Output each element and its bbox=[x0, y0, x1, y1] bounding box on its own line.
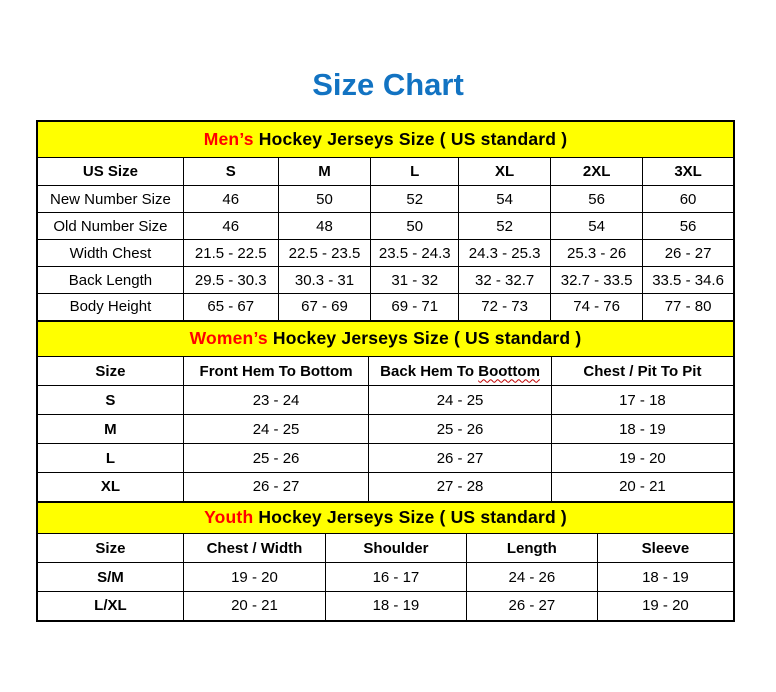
womens-banner-highlight: Women’s bbox=[189, 328, 268, 349]
misspelled-word: Boottom bbox=[478, 362, 540, 380]
youth-size-table bbox=[36, 501, 735, 622]
column-header: Shoulder bbox=[326, 534, 467, 563]
row-label: L/XL bbox=[37, 592, 183, 621]
size-value-cell: 18 - 19 bbox=[597, 563, 734, 592]
row-label: L bbox=[37, 444, 183, 473]
row-label: Width Chest bbox=[37, 240, 183, 267]
size-value-cell: 22.5 - 23.5 bbox=[278, 240, 371, 267]
size-value-cell: 50 bbox=[278, 186, 371, 213]
womens-header-row bbox=[37, 357, 734, 386]
column-header: 2XL bbox=[551, 158, 643, 186]
size-value-cell: 23.5 - 24.3 bbox=[371, 240, 459, 267]
row-label: Body Height bbox=[37, 294, 183, 321]
size-value-cell: 27 - 28 bbox=[369, 473, 552, 502]
row-label: S bbox=[37, 386, 183, 415]
column-header: Chest / Pit To Pit bbox=[551, 357, 734, 386]
mens-banner-row bbox=[37, 121, 734, 158]
size-value-cell: 19 - 20 bbox=[551, 444, 734, 473]
column-header: L bbox=[371, 158, 459, 186]
size-value-cell: 25 - 26 bbox=[183, 444, 368, 473]
size-value-cell: 18 - 19 bbox=[326, 592, 467, 621]
size-value-cell: 26 - 27 bbox=[183, 473, 368, 502]
size-value-cell: 56 bbox=[551, 186, 643, 213]
mens-header-row bbox=[37, 158, 734, 186]
table-row bbox=[37, 444, 734, 473]
row-label: XL bbox=[37, 473, 183, 502]
page-title: Size Chart bbox=[312, 67, 464, 102]
size-chart-sheet bbox=[36, 120, 735, 622]
size-value-cell: 29.5 - 30.3 bbox=[183, 267, 278, 294]
size-value-cell: 23 - 24 bbox=[183, 386, 368, 415]
size-value-cell: 20 - 21 bbox=[551, 473, 734, 502]
table-row bbox=[37, 473, 734, 502]
size-value-cell: 54 bbox=[459, 186, 551, 213]
size-value-cell: 33.5 - 34.6 bbox=[643, 267, 734, 294]
column-header: Chest / Width bbox=[183, 534, 325, 563]
row-label: Old Number Size bbox=[37, 213, 183, 240]
size-value-cell: 48 bbox=[278, 213, 371, 240]
womens-banner-text: Hockey Jerseys Size ( US standard ) bbox=[272, 328, 582, 349]
mens-banner bbox=[37, 121, 734, 158]
column-header: US Size bbox=[37, 158, 183, 186]
size-value-cell: 65 - 67 bbox=[183, 294, 278, 321]
size-value-cell: 16 - 17 bbox=[326, 563, 467, 592]
table-row bbox=[37, 415, 734, 444]
size-value-cell: 56 bbox=[643, 213, 734, 240]
womens-banner bbox=[37, 321, 734, 357]
column-header: Sleeve bbox=[597, 534, 734, 563]
size-value-cell: 54 bbox=[551, 213, 643, 240]
size-value-cell: 24.3 - 25.3 bbox=[459, 240, 551, 267]
size-value-cell: 17 - 18 bbox=[551, 386, 734, 415]
column-header: Size bbox=[37, 534, 183, 563]
size-value-cell: 52 bbox=[459, 213, 551, 240]
womens-size-table bbox=[36, 320, 735, 503]
row-label: M bbox=[37, 415, 183, 444]
mens-size-table bbox=[36, 120, 735, 322]
column-header: Back Hem To Boottom bbox=[369, 357, 552, 386]
size-value-cell: 60 bbox=[643, 186, 734, 213]
size-value-cell: 46 bbox=[183, 213, 278, 240]
table-row bbox=[37, 386, 734, 415]
size-value-cell: 21.5 - 22.5 bbox=[183, 240, 278, 267]
size-value-cell: 32 - 32.7 bbox=[459, 267, 551, 294]
size-value-cell: 24 - 26 bbox=[466, 563, 597, 592]
youth-banner-row bbox=[37, 502, 734, 534]
size-value-cell: 77 - 80 bbox=[643, 294, 734, 321]
size-value-cell: 24 - 25 bbox=[183, 415, 368, 444]
size-value-cell: 30.3 - 31 bbox=[278, 267, 371, 294]
row-label: New Number Size bbox=[37, 186, 183, 213]
size-value-cell: 74 - 76 bbox=[551, 294, 643, 321]
column-header: Length bbox=[466, 534, 597, 563]
size-value-cell: 26 - 27 bbox=[369, 444, 552, 473]
size-value-cell: 52 bbox=[371, 186, 459, 213]
youth-banner-highlight: Youth bbox=[204, 507, 254, 528]
row-label: Back Length bbox=[37, 267, 183, 294]
size-value-cell: 25.3 - 26 bbox=[551, 240, 643, 267]
column-header: Size bbox=[37, 357, 183, 386]
size-value-cell: 26 - 27 bbox=[466, 592, 597, 621]
size-value-cell: 69 - 71 bbox=[371, 294, 459, 321]
size-value-cell: 72 - 73 bbox=[459, 294, 551, 321]
mens-banner-highlight: Men’s bbox=[203, 128, 254, 149]
table-row bbox=[37, 186, 734, 213]
mens-banner-text: Hockey Jerseys Size ( US standard ) bbox=[258, 128, 568, 149]
table-row bbox=[37, 240, 734, 267]
youth-banner bbox=[37, 502, 734, 534]
column-header: M bbox=[278, 158, 371, 186]
size-value-cell: 26 - 27 bbox=[643, 240, 734, 267]
column-header: 3XL bbox=[643, 158, 734, 186]
table-row bbox=[37, 294, 734, 321]
size-value-cell: 67 - 69 bbox=[278, 294, 371, 321]
table-row bbox=[37, 267, 734, 294]
size-value-cell: 24 - 25 bbox=[369, 386, 552, 415]
column-header: Front Hem To Bottom bbox=[183, 357, 368, 386]
column-header: XL bbox=[459, 158, 551, 186]
youth-header-row bbox=[37, 534, 734, 563]
row-label: S/M bbox=[37, 563, 183, 592]
size-value-cell: 25 - 26 bbox=[369, 415, 552, 444]
table-row bbox=[37, 563, 734, 592]
table-row bbox=[37, 592, 734, 621]
size-value-cell: 50 bbox=[371, 213, 459, 240]
size-value-cell: 31 - 32 bbox=[371, 267, 459, 294]
size-value-cell: 18 - 19 bbox=[551, 415, 734, 444]
size-value-cell: 19 - 20 bbox=[597, 592, 734, 621]
womens-banner-row bbox=[37, 321, 734, 357]
column-header: S bbox=[183, 158, 278, 186]
size-value-cell: 20 - 21 bbox=[183, 592, 325, 621]
size-value-cell: 46 bbox=[183, 186, 278, 213]
youth-banner-text: Hockey Jerseys Size ( US standard ) bbox=[258, 507, 567, 528]
size-value-cell: 32.7 - 33.5 bbox=[551, 267, 643, 294]
size-value-cell: 19 - 20 bbox=[183, 563, 325, 592]
table-row bbox=[37, 213, 734, 240]
